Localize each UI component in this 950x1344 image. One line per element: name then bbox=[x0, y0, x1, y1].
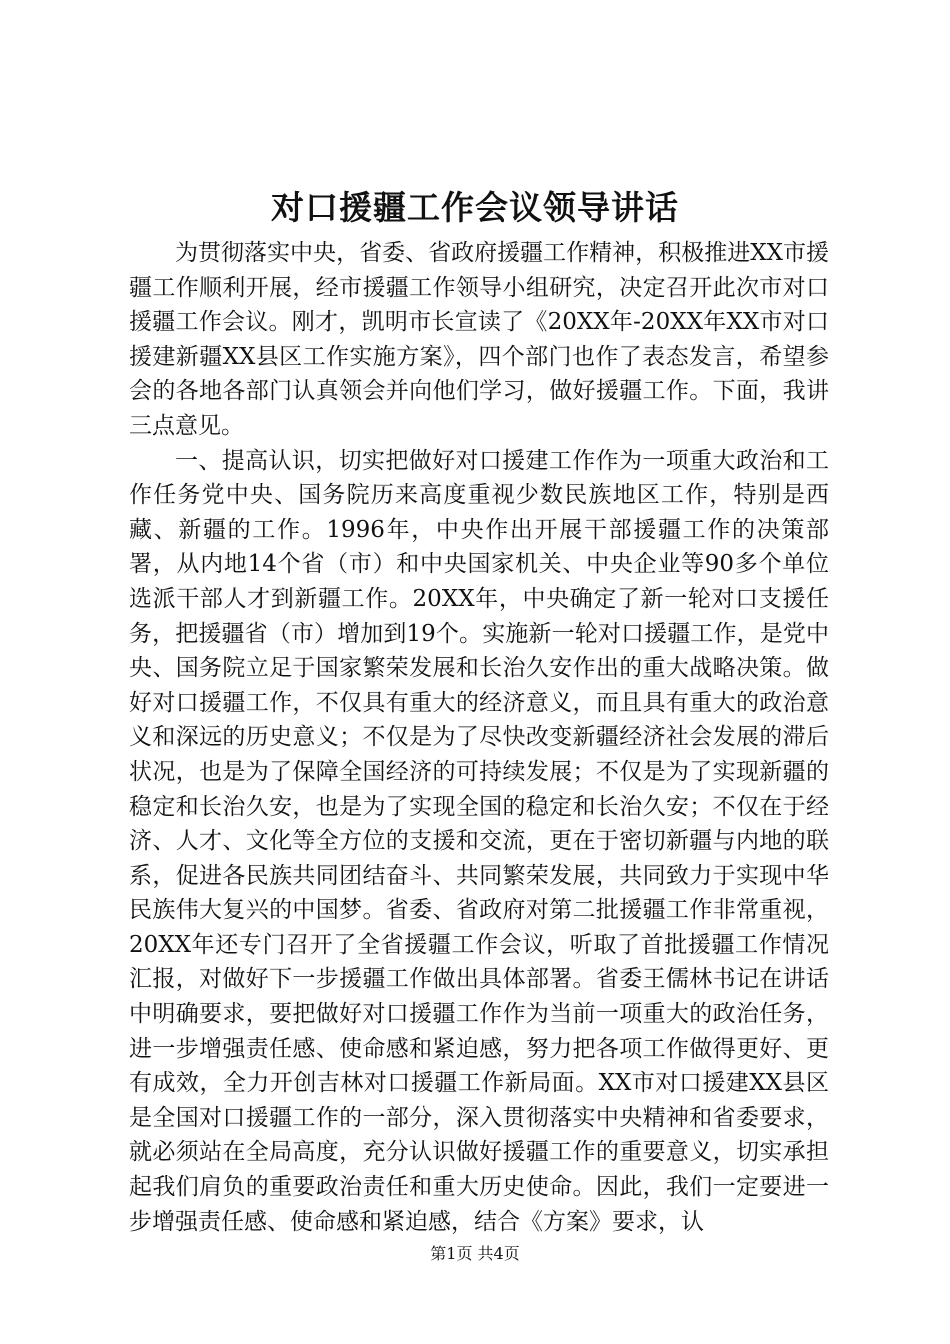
paragraph-section-one: 一、提高认识，切实把做好对口援建工作作为一项重大政治和工作任务党中央、国务院历来高度重视少数民族地区工作，特别是西藏、新疆的工作。1996年，中央作出开展干部援疆工作的决策部署，从内地14个省（市）和中央国家机关、中央企业等90多个单位选派干部人才到新疆工作。20XX年，中央确定了新一轮对口支援任务，把援疆省（市）增加到19个。实施新一轮对口援疆工作，是党中央、国务院立足于国家繁荣发展和长治久安作出的重大战略决策。做好对口援疆工作，不仅具有重大的经济意义，而且具有重大的政治意义和深远的历史意义；不仅是为了尽快改变新疆经济社会发展的滞后状况，也是为了保障全国经济的可持续发展；不仅是为了实现新疆的稳定和长治久安，也是为了实现全国的稳定和长治久安；不仅在于经济、人才、文化等全方位的支援和交流，更在于密切新疆与内地的联系，促进各民族共同团结奋斗、共同繁荣发展，共同致力于实现中华民族伟大复兴的中国梦。省委、省政府对第二批援疆工作非常重视，20XX年还专门召开了全省援疆工作会议，听取了首批援疆工作情况汇报，对做好下一步援疆工作做出具体部署。省委王儒林书记在讲话中明确要求，要把做好对口援疆工作作为当前一项重大的政治任务，进一步增强责任感、使命感和紧迫感，努力把各项工作做得更好、更有成效，全力开创吉林对口援疆工作新局面。XX市对口援建XX县区是全国对口援疆工作的一部分，深入贯彻落实中央精神和省委要求，就必须站在全局高度，充分认识做好援疆工作的重要意义，切实承担起我们肩负的重要政治责任和重大历史使命。因此，我们一定要进一步增强责任感、使命感和紧迫感，结合《方案》要求，认 bbox=[129, 447, 829, 1235]
document-body bbox=[129, 236, 829, 1239]
document-title: 对口援疆工作会议领导讲话 bbox=[271, 188, 679, 227]
page-number-footer: 第1页 共4页 bbox=[430, 1244, 520, 1263]
paragraph-intro: 为贯彻落实中央，省委、省政府援疆工作精神，积极推进XX市援疆工作顺利开展，经市援疆工作领导小组研究，决定召开此次市对口援疆工作会议。刚才，凯明市长宣读了《20XX年-20XX年XX市对口援建新疆XX县区工作实施方案》，四个部门也作了表态发言，希望参会的各地各部门认真领会并向他们学习，做好援疆工作。下面，我讲三点意见。 bbox=[129, 240, 829, 439]
